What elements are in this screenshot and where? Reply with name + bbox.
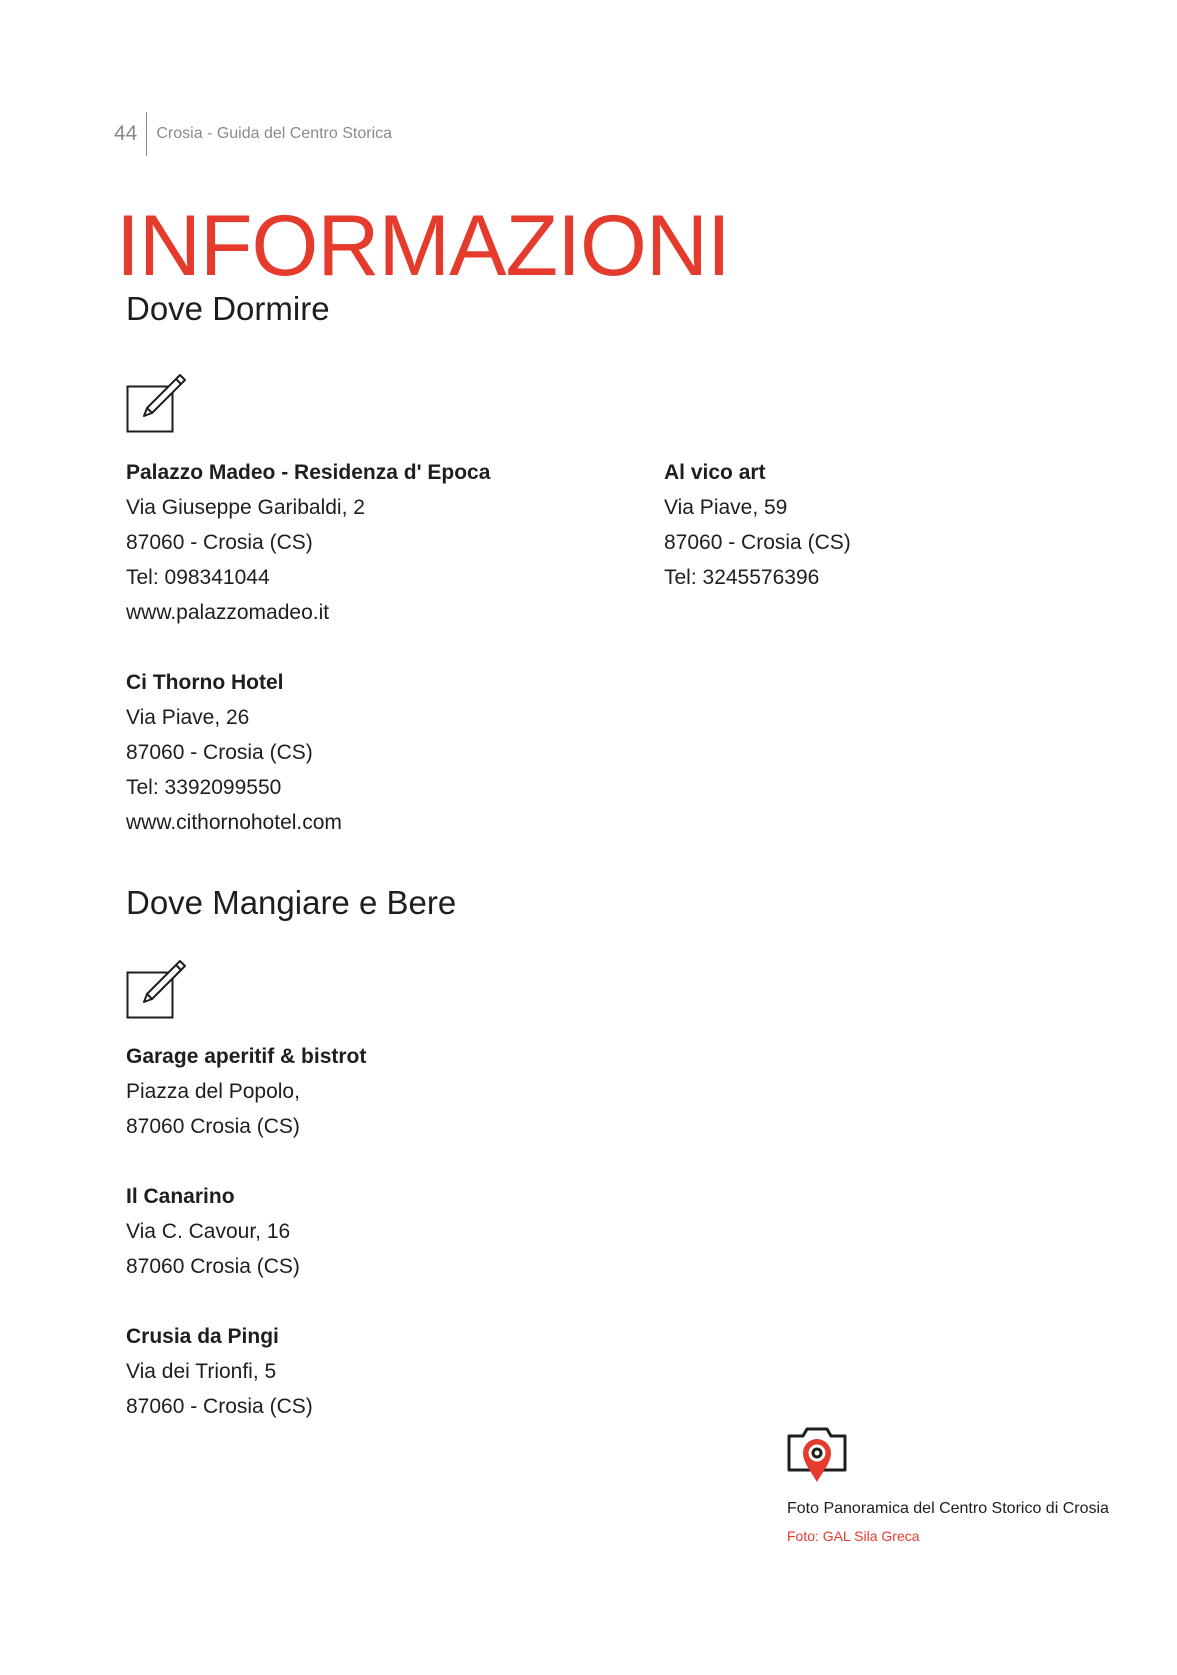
listing-entry (126, 665, 342, 840)
listing-address: Via dei Trionfi, 5 (126, 1360, 277, 1383)
listing-address: Via Piave, 26 (126, 706, 250, 729)
listing-entry (126, 1179, 300, 1284)
listing-address: Via C. Cavour, 16 (126, 1220, 291, 1243)
page-number: 44 (114, 122, 138, 145)
photo-caption: Foto Panoramica del Centro Storico di Crosia (787, 1500, 1109, 1517)
note-pencil-icon (126, 372, 186, 434)
photo-credit: Foto: GAL Sila Greca (787, 1528, 920, 1544)
listing-city: 87060 Crosia (CS) (126, 1115, 300, 1138)
listing-city: 87060 - Crosia (CS) (126, 531, 313, 554)
listing-entry (126, 455, 490, 630)
listing-entry (126, 1039, 366, 1144)
running-title: Crosia - Guida del Centro Storica (156, 125, 393, 142)
section-heading-sleep: Dove Dormire (126, 290, 330, 327)
listing-entry (126, 1319, 313, 1424)
listing-name: Garage aperitif & bistrot (126, 1045, 367, 1068)
listing-name: Ci Thorno Hotel (126, 671, 284, 694)
listing-website[interactable]: www.palazzomadeo.it (126, 601, 330, 624)
listing-address: Via Piave, 59 (664, 496, 788, 519)
page-header (114, 112, 392, 156)
listing-city: 87060 Crosia (CS) (126, 1255, 300, 1278)
note-pencil-icon (126, 958, 186, 1020)
listing-city: 87060 - Crosia (CS) (664, 531, 851, 554)
listing-city: 87060 - Crosia (CS) (126, 1395, 313, 1418)
listing-phone: Tel: 098341044 (126, 566, 270, 589)
page-title: INFORMAZIONI (116, 198, 730, 294)
listing-address: Via Giuseppe Garibaldi, 2 (126, 496, 365, 519)
listing-entry (664, 455, 851, 595)
listing-website[interactable]: www.cithornohotel.com (126, 811, 342, 834)
listing-name: Palazzo Madeo - Residenza d' Epoca (126, 461, 491, 484)
listing-phone: Tel: 3245576396 (664, 566, 820, 589)
section-heading-eat: Dove Mangiare e Bere (126, 884, 457, 921)
listing-name: Al vico art (664, 461, 766, 484)
listing-phone: Tel: 3392099550 (126, 776, 282, 799)
listing-city: 87060 - Crosia (CS) (126, 741, 313, 764)
listing-name: Il Canarino (126, 1185, 235, 1208)
listing-address: Piazza del Popolo, (126, 1080, 300, 1103)
camera-location-icon (786, 1424, 848, 1484)
listing-name: Crusia da Pingi (126, 1325, 279, 1348)
header-divider (146, 112, 147, 156)
